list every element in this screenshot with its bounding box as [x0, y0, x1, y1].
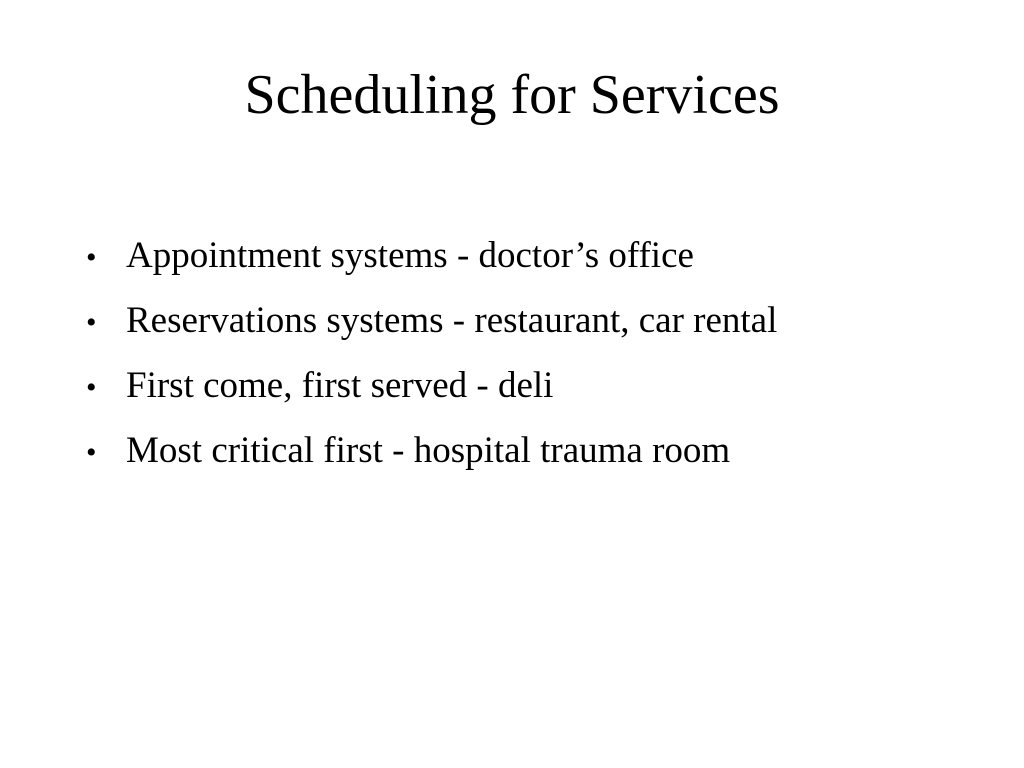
bullet-text: Most critical first - hospital trauma room — [126, 430, 731, 471]
slide-title: Scheduling for Services — [244, 64, 780, 126]
bullet-list — [86, 234, 986, 494]
bullet-icon: • — [86, 241, 97, 274]
bullet-text: Reservations systems - restaurant, car rental — [126, 300, 778, 341]
bullet-icon: • — [86, 306, 97, 339]
list-item — [86, 299, 986, 343]
bullet-icon: • — [86, 436, 97, 469]
list-item — [86, 364, 986, 408]
list-item — [86, 234, 986, 278]
bullet-text: First come, first served - deli — [126, 365, 554, 406]
list-item — [86, 429, 986, 473]
bullet-text: Appointment systems - doctor’s office — [126, 235, 694, 276]
bullet-icon: • — [86, 371, 97, 404]
